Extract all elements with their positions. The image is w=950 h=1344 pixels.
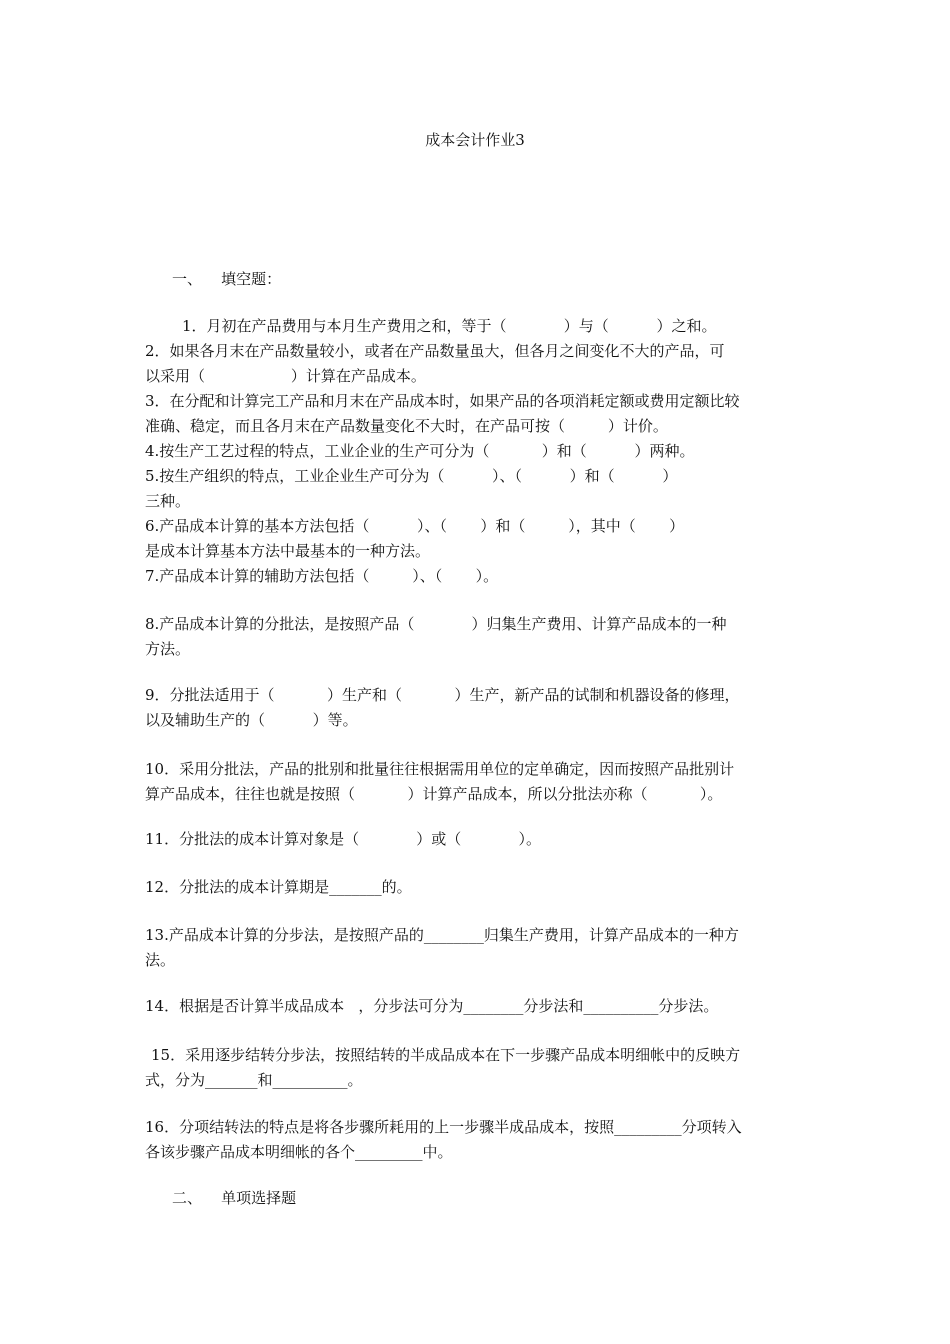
question-line: 8.产品成本计算的分批法，是按照产品（ ）归集生产费用、计算产品成本的一种 — [145, 615, 727, 633]
question-line: 14．根据是否计算半成品成本 ，分步法可分为________分步法和__________分步法。 — [145, 997, 719, 1015]
question-line: 式，分为_______和__________。 — [145, 1071, 363, 1089]
section-heading-fill-blank: 一、 填空题： — [172, 270, 282, 288]
question-line: 16．分项结转法的特点是将各步骤所耗用的上一步骤半成品成本，按照_________分项转入 — [145, 1118, 742, 1136]
question-line: 以及辅助生产的（ ）等。 — [145, 711, 358, 729]
question-line: 15．采用逐步结转分步法，按照结转的半成品成本在下一步骤产品成本明细帐中的反映方 — [151, 1046, 741, 1064]
section-heading-single-choice: 二、 单项选择题 — [172, 1189, 297, 1207]
question-line: 13.产品成本计算的分步法，是按照产品的________归集生产费用，计算产品成本的一种方 — [145, 926, 739, 944]
question-line: 3．在分配和计算完工产品和月末在产品成本时，如果产品的各项消耗定额或费用定额比较 — [145, 392, 740, 410]
question-line: 9．分批法适用于（ ）生产和（ ）生产，新产品的试制和机器设备的修理， — [145, 686, 740, 704]
question-line: 11．分批法的成本计算对象是（ ）或（ ）。 — [145, 830, 542, 848]
question-line: 10．采用分批法，产品的批别和批量往往根据需用单位的定单确定，因而按照产品批别计 — [145, 760, 735, 778]
question-line: 准确、稳定，而且各月末在产品数量变化不大时，在产品可按（ ）计价。 — [145, 417, 668, 435]
question-line: 2．如果各月末在产品数量较小，或者在产品数量虽大，但各月之间变化不大的产品，可 — [145, 342, 725, 360]
question-line: 方法。 — [145, 640, 191, 658]
question-line: 法。 — [145, 951, 176, 969]
question-line: 以采用（ ）计算在产品成本。 — [145, 367, 426, 385]
question-line: 6.产品成本计算的基本方法包括（ ）、（ ）和（ ），其中（ ） — [145, 517, 685, 535]
question-line: 7.产品成本计算的辅助方法包括（ ）、（ ）。 — [145, 567, 499, 585]
question-line: 各该步骤产品成本明细帐的各个_________中。 — [145, 1143, 453, 1161]
question-line: 5.按生产组织的特点，工业企业生产可分为（ ）、（ ）和（ ） — [145, 467, 678, 485]
question-line: 算产品成本，往往也就是按照（ ）计算产品成本，所以分批法亦称（ ）。 — [145, 785, 723, 803]
question-line: 4.按生产工艺过程的特点，工业企业的生产可分为（ ）和（ ）两种。 — [145, 442, 695, 460]
page-title: 成本会计作业3 — [425, 131, 525, 149]
question-line: 1．月初在产品费用与本月生产费用之和，等于（ ）与（ ）之和。 — [182, 317, 717, 335]
question-line: 12．分批法的成本计算期是_______的。 — [145, 878, 412, 896]
question-line: 是成本计算基本方法中最基本的一种方法。 — [145, 542, 431, 560]
question-line: 三种。 — [145, 492, 191, 510]
